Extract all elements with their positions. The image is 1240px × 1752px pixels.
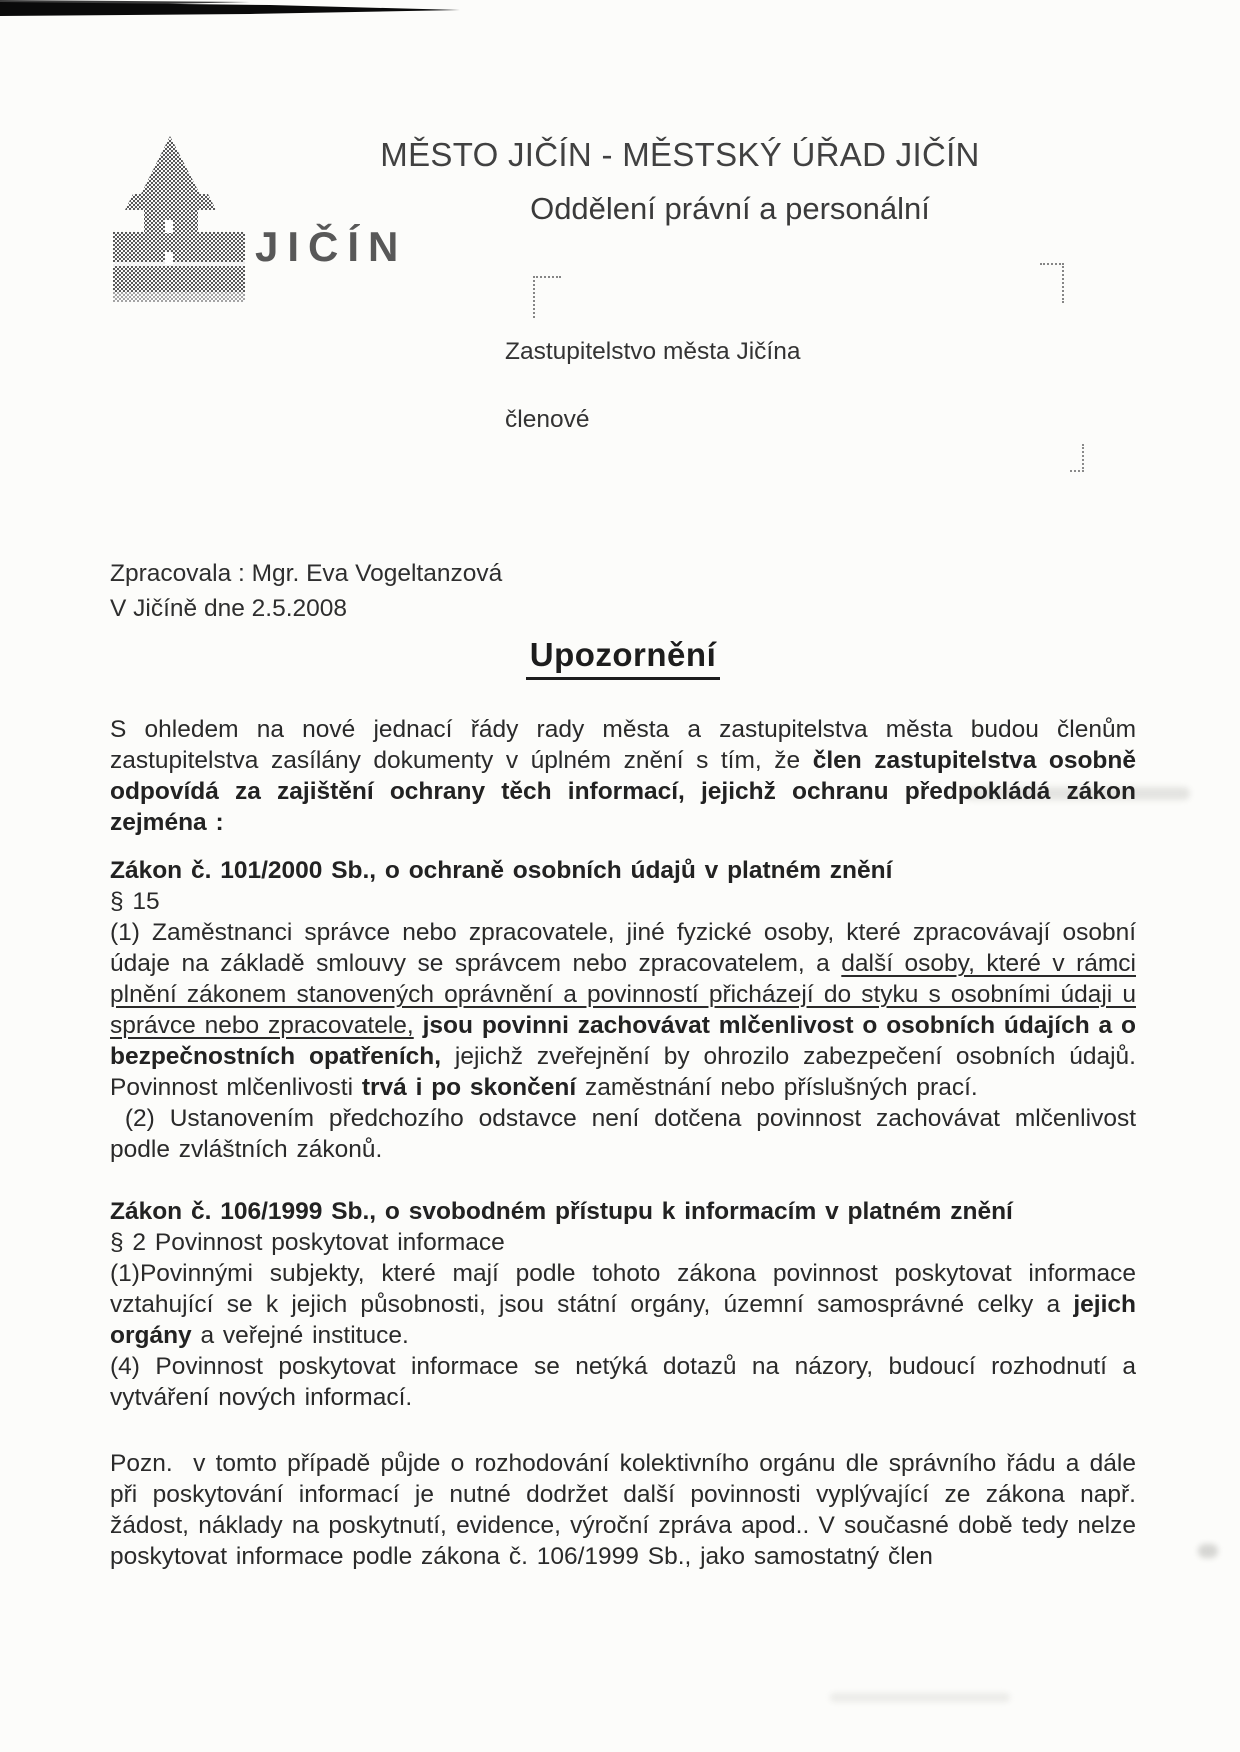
logo-city-name: JIČÍN [255,223,408,270]
text-run: § 2 Povinnost poskytovat informace [110,1229,505,1256]
tower-icon [113,136,245,302]
text-run: § 15 [110,888,160,915]
paragraph [110,714,1136,838]
address-window-mark-top-left [533,276,561,318]
recipient-line: členové [505,406,590,433]
scan-smudge [830,1693,1010,1702]
bold-text: jsou povinni zachovávat mlčenlivost o osobních údajích a o bezpečnostních opatřeních, [110,1012,1136,1070]
text-run: (1)Povinnými subjekty, které mají podle tohoto zákona povinnost poskytovat informace vztahující se k jejich působnosti, jsou státní orgány, územní samosprávné celky a [110,1260,1136,1318]
paragraph [110,855,1136,886]
organization-title: MĚSTO JIČÍN - MĚSTSKÝ ÚŘAD JIČÍN [380,136,980,173]
text-run: Pozn. v tomto případě půjde o rozhodování kolektivního orgánu dle správního řádu a dále při poskytování informací je nutné dodržet další povinnosti vyplývající ze zákona např. žádost, náklady na poskytnutí, evidence, výroční zpráva apod.. V současné době tedy nelze poskytovat informace podle zákona č. 106/1999 Sb., jako samostatný člen [110,1450,1136,1570]
text-run [414,1012,423,1039]
text-run: (2) Ustanovením předchozího odstavce není dotčena povinnost zachovávat mlčenlivost podle zvláštních zákonů. [110,1105,1136,1163]
underlined-text: další osoby, které v rámci plnění zákonem stanovených oprávnění a povinností přicházejí do styku s osobními údaji u správce nebo zpracovatele, [110,950,1136,1039]
scan-edge-artifact [0,0,500,22]
scan-smudge [1198,1544,1218,1558]
bold-text: trvá i po skončení [361,1074,577,1101]
paragraph [110,1227,1136,1258]
notice-title: Upozornění [526,636,720,680]
bold-text: Zákon č. 101/2000 Sb., o ochraně osobních údajů v platném znění [110,857,893,884]
bold-text: jejich orgány [110,1291,1136,1349]
paragraph [110,917,1136,1103]
paragraph [110,1103,1136,1165]
document-body [110,714,1136,1572]
paragraph [110,1351,1136,1413]
notice-title-wrap [110,636,1136,680]
place-and-date: V Jičíně dne 2.5.2008 [110,595,348,622]
text-run: zaměstnání nebo příslušných prací. [576,1074,978,1101]
text-run: (1) Zaměstnanci správce nebo zpracovatele, jiné fyzické osoby, které zpracovávají osobní údaje na základě smlouvy se správcem nebo zpracovatelem, a [110,919,1136,977]
text-run: a veřejné instituce. [191,1322,409,1349]
paragraph [110,886,1136,917]
address-window-mark-top-right [1040,263,1064,303]
text-run: jejichž zveřejnění by ohrozilo zabezpečení osobních údajů. Povinnost mlčenlivosti [110,1043,1136,1101]
meta-block [110,556,502,626]
paragraph [110,1196,1136,1227]
bold-text: Zákon č. 106/1999 Sb., o svobodném přístupu k informacím v platném znění [110,1198,1013,1225]
prepared-by: Zpracovala : Mgr. Eva Vogeltanzová [110,560,503,587]
address-window-mark-bottom-right [1070,444,1084,472]
paragraph [110,1448,1136,1572]
recipient-block [505,338,800,474]
recipient-line: Zastupitelstvo města Jičína [505,338,801,365]
paragraph [110,1258,1136,1351]
text-run: (4) Povinnost poskytovat informace se netýká dotazů na názory, budoucí rozhodnutí a vytváření nových informací. [110,1353,1136,1411]
text-run: S ohledem na nové jednací řády rady města a zastupitelstva města budou členům zastupitelstva zasílány dokumenty v úplném znění s tím, že [110,716,1136,774]
bold-text: člen zastupitelstva osobně odpovídá za zajištění ochrany těch informací, jejichž ochranu předpokládá zákon zejména : [110,747,1136,836]
department-title: Oddělení právní a personální [530,191,930,226]
